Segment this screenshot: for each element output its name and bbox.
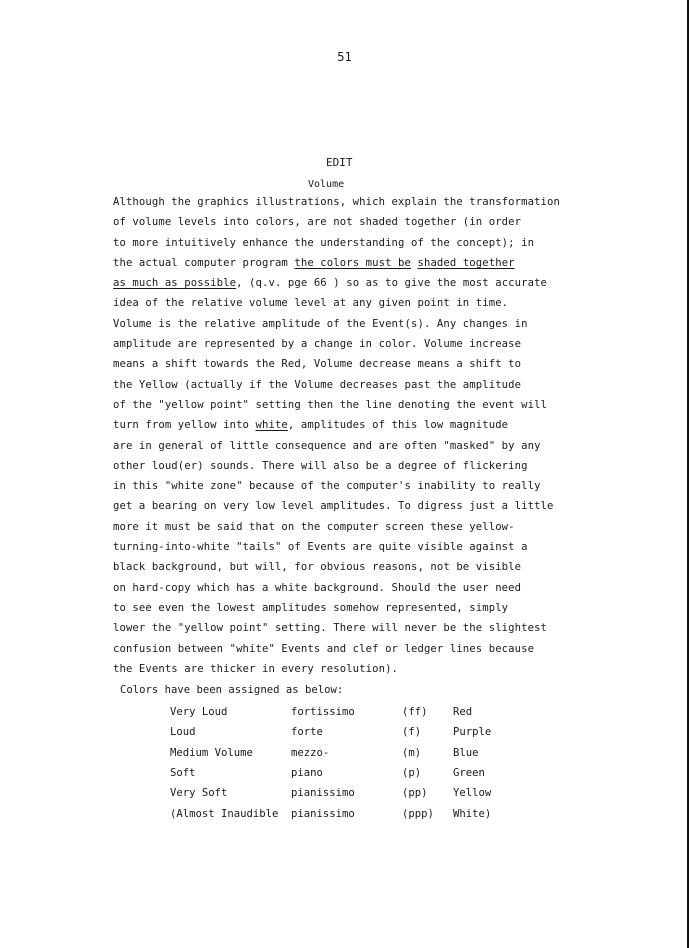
color-name-cell: Red [453, 706, 473, 719]
text-line: the Events are thicker in every resolution). [113, 662, 399, 675]
dynamic-term-cell: forte [291, 726, 323, 739]
text-line: amplitude are represented by a change in color. Volume increase [113, 338, 522, 351]
dynamic-term-cell: pianissimo [291, 787, 355, 800]
text-line: more it must be said that on the computer screen these yellow- [113, 520, 515, 533]
color-name-cell: Green [453, 767, 485, 780]
text-line: get a bearing on very low level amplitudes. To digress just a little [113, 500, 554, 513]
dynamic-term-cell: pianissimo [291, 807, 355, 820]
underlined-text: the colors must be [294, 256, 411, 269]
table-row [170, 783, 523, 803]
dynamic-abbr-cell: (ppp) [402, 807, 434, 820]
text-line: on hard-copy which has a white background. Should the user need [113, 581, 522, 594]
dynamic-abbr-cell: (p) [402, 767, 422, 780]
table-row [170, 702, 523, 722]
text-line: of the "yellow point" setting then the line denoting the event will [113, 398, 548, 411]
text-line [113, 415, 583, 435]
dynamic-term-cell: piano [291, 767, 323, 780]
dynamic-abbr-cell: (f) [402, 726, 422, 739]
text-line [113, 253, 583, 273]
underlined-text: as much as possible [113, 277, 237, 290]
colors-intro: Colors have been assigned as below: [120, 684, 344, 696]
text-line: black background, but will, for obvious reasons, not be visible [113, 561, 522, 574]
page-number: 51 [337, 50, 352, 64]
section-heading: EDIT [326, 156, 353, 169]
text-line: lower the "yellow point" setting. There will never be the slightest [113, 622, 548, 635]
text-span: , amplitudes of this low magnitude [287, 419, 509, 432]
text-line: means a shift towards the Red, Volume decrease means a shift to [113, 358, 522, 371]
text-line: in this "white zone" because of the computer's inability to really [113, 480, 541, 493]
color-name-cell: Blue [453, 746, 479, 759]
table-row [170, 743, 523, 763]
text-line: Although the graphics illustrations, which explain the transformation [113, 196, 560, 208]
volume-level-cell: Medium Volume [170, 746, 253, 759]
text-line: other loud(er) sounds. There will also be a degree of flickering [113, 459, 528, 472]
dynamic-abbr-cell: (ff) [402, 706, 428, 719]
volume-level-cell: Loud [170, 726, 196, 739]
table-row [170, 803, 523, 823]
color-name-cell: Purple [453, 726, 492, 739]
text-line: the Yellow (actually if the Volume decreases past the amplitude [113, 378, 522, 391]
text-span: , (q.v. pge 66 ) so as to give the most accurate [236, 277, 548, 290]
color-name-cell: Yellow [453, 787, 492, 800]
section-subheading: Volume [308, 179, 345, 190]
text-span: turn from yellow into [113, 419, 256, 432]
dynamic-term-cell: fortissimo [291, 706, 355, 719]
text-line: turning-into-white "tails" of Events are quite visible against a [113, 541, 528, 554]
underlined-text: white [255, 419, 288, 432]
dynamic-term-cell: mezzo- [291, 746, 330, 759]
text-line: idea of the relative volume level at any given point in time. [113, 297, 509, 310]
text-line: to more intuitively enhance the understanding of the concept); in [113, 236, 535, 249]
volume-color-table [170, 702, 523, 824]
volume-level-cell: (Almost Inaudible [170, 807, 279, 820]
table-row [170, 722, 523, 742]
text-line: Volume is the relative amplitude of the Event(s). Any changes in [113, 317, 528, 330]
text-line: to see even the lowest amplitudes somehow represented, simply [113, 601, 509, 614]
volume-level-cell: Very Soft [170, 787, 228, 800]
text-line: of volume levels into colors, are not shaded together (in order [113, 216, 522, 229]
table-row [170, 763, 523, 783]
dynamic-abbr-cell: (pp) [402, 787, 428, 800]
text-line [113, 273, 583, 293]
dynamic-abbr-cell: (m) [402, 746, 422, 759]
volume-level-cell: Very Loud [170, 706, 228, 719]
text-line: are in general of little consequence and are often "masked" by any [113, 439, 541, 452]
text-span: the actual computer program [113, 256, 295, 269]
volume-level-cell: Soft [170, 767, 196, 780]
color-name-cell: White) [453, 807, 492, 820]
body-text [113, 192, 583, 679]
underlined-text: shaded together [417, 256, 515, 269]
text-line: confusion between "white" Events and clef or ledger lines because [113, 642, 535, 655]
